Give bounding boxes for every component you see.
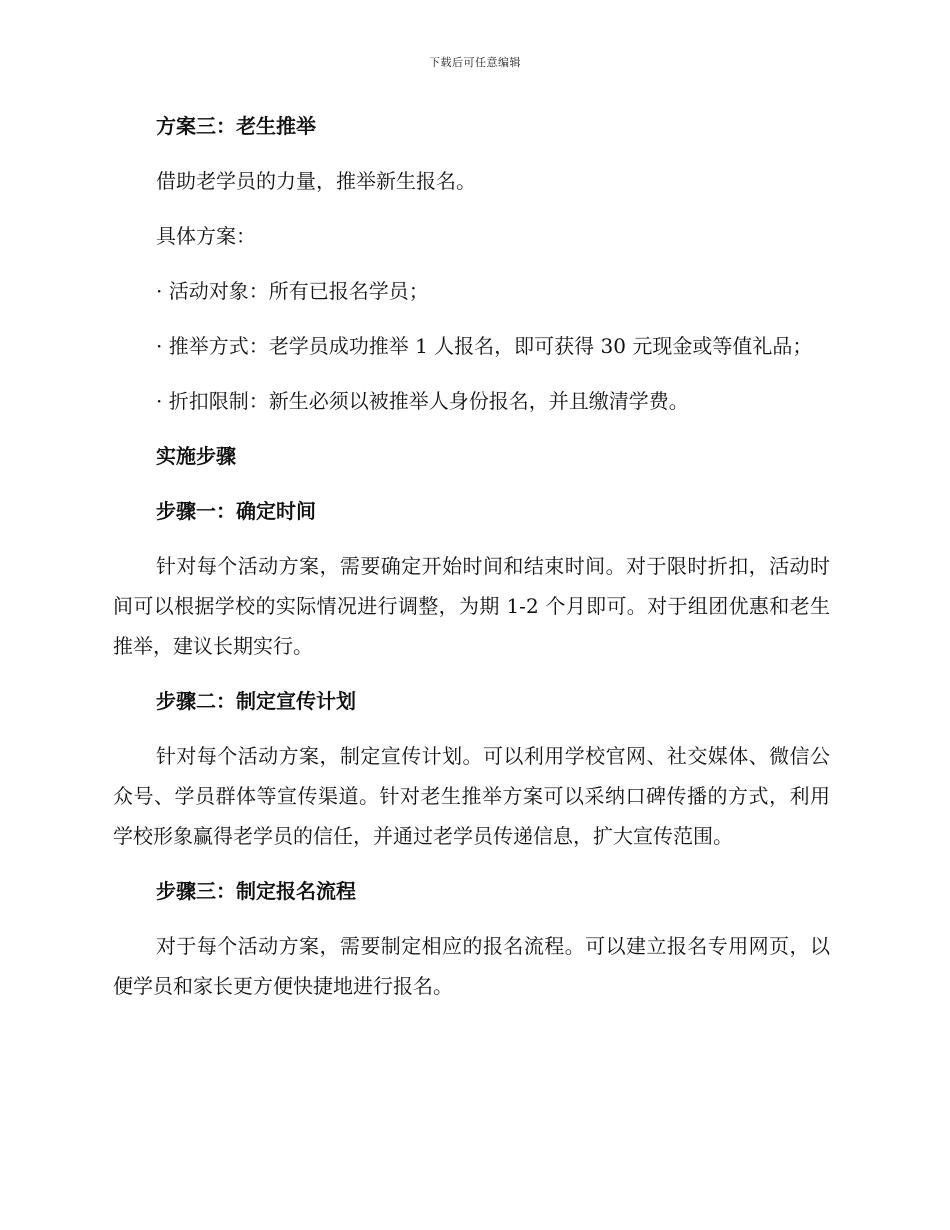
heading-plan-3: 方案三：老生推举 <box>156 114 316 138</box>
page-header: 下载后可任意编辑 <box>429 56 521 69</box>
heading-implementation-steps: 实施步骤 <box>156 444 236 468</box>
heading-step-3: 步骤三：制定报名流程 <box>156 879 356 903</box>
paragraph-step-1: 针对每个活动方案，需要确定开始时间和结束时间。对于限时折扣，活动时间可以根据学校的实际情况进行调整，为期 1-2 个月即可。对于组团优惠和老生推举，建议长期实行。 <box>113 554 830 658</box>
paragraph-plan-3-intro: 借助老学员的力量，推举新生报名。 <box>156 169 476 193</box>
paragraph-step-2: 针对每个活动方案，制定宣传计划。可以利用学校官网、社交媒体、微信公众号、学员群体等宣传渠道。针对老生推举方案可以采纳口碑传播的方式，利用学校形象赢得老学员的信任，并通过老学员传递信息，扩大宣传范围。 <box>113 744 830 848</box>
paragraph-plan-3-specific: 具体方案： <box>156 224 256 248</box>
bullet-discount-limit: · 折扣限制：新生必须以被推举人身份报名，并且缴清学费。 <box>156 389 689 413</box>
heading-step-1: 步骤一：确定时间 <box>156 499 316 523</box>
bullet-activity-target: · 活动对象：所有已报名学员； <box>156 279 429 303</box>
heading-step-2: 步骤二：制定宣传计划 <box>156 689 356 713</box>
document-body <box>113 106 830 1006</box>
paragraph-step-3: 对于每个活动方案，需要制定相应的报名流程。可以建立报名专用网页，以便学员和家长更方便快捷地进行报名。 <box>113 934 830 998</box>
bullet-referral-method: · 推举方式：老学员成功推举 1 人报名，即可获得 30 元现金或等值礼品； <box>156 334 813 358</box>
